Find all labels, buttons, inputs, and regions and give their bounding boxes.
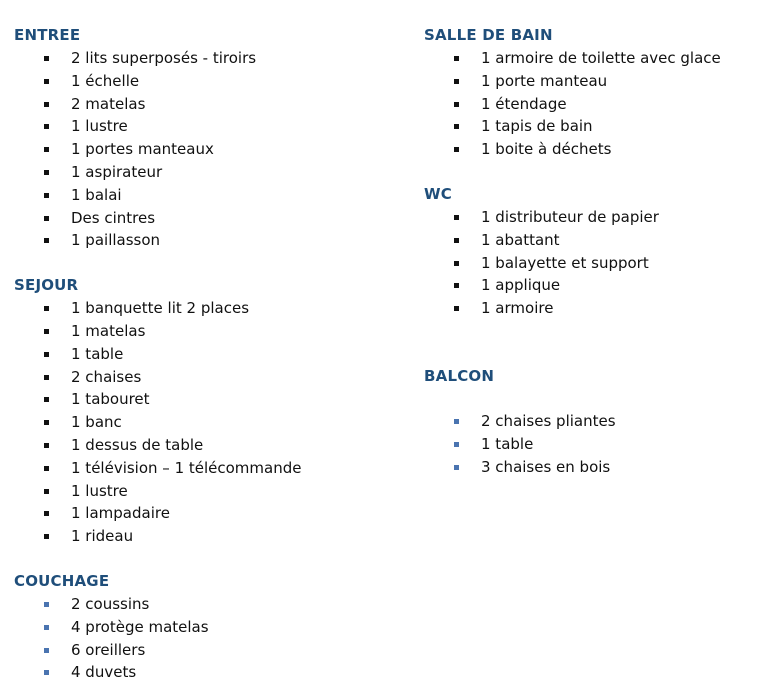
square-bullet-icon <box>44 443 49 448</box>
item-text: 2 matelas <box>71 94 146 113</box>
list-item <box>424 93 764 116</box>
item-text: 1 échelle <box>71 71 140 90</box>
item-text: 1 porte manteau <box>481 71 608 90</box>
list-item <box>424 410 764 433</box>
square-bullet-icon <box>454 419 459 424</box>
list-item <box>424 70 764 93</box>
item-text: 1 armoire <box>481 299 554 318</box>
list-couchage <box>14 593 394 684</box>
list-item <box>14 297 394 320</box>
list-item <box>14 366 394 389</box>
item-text: 1 table <box>481 434 534 453</box>
item-text: 1 distributeur de papier <box>481 207 659 226</box>
square-bullet-icon <box>44 56 49 61</box>
square-bullet-icon <box>44 306 49 311</box>
list-item <box>424 47 764 70</box>
square-bullet-icon <box>44 124 49 129</box>
spacer <box>424 388 764 410</box>
list-item <box>14 229 394 252</box>
list-item <box>424 456 764 479</box>
list-item <box>14 138 394 161</box>
item-text: 1 boite à déchets <box>481 140 612 159</box>
item-text: 1 étendage <box>481 94 567 113</box>
square-bullet-icon <box>454 124 459 129</box>
list-entree <box>14 47 394 252</box>
list-item <box>424 274 764 297</box>
spacer <box>14 548 394 570</box>
list-item <box>424 229 764 252</box>
section-wc <box>424 183 764 320</box>
square-bullet-icon <box>44 79 49 84</box>
square-bullet-icon <box>44 602 49 607</box>
item-text: 4 duvets <box>71 663 137 682</box>
item-text: 2 coussins <box>71 594 150 613</box>
section-entree <box>14 24 394 252</box>
item-text: 1 rideau <box>71 527 134 546</box>
square-bullet-icon <box>454 465 459 470</box>
section-heading-couchage: COUCHAGE <box>14 571 110 590</box>
square-bullet-icon <box>44 466 49 471</box>
list-balcon <box>424 410 764 478</box>
square-bullet-icon <box>44 397 49 402</box>
item-text: 1 paillasson <box>71 231 161 250</box>
item-text: 2 chaises pliantes <box>481 411 616 430</box>
list-item <box>14 639 394 662</box>
item-text: 1 balai <box>71 185 122 204</box>
list-item <box>424 297 764 320</box>
spacer <box>14 252 394 274</box>
square-bullet-icon <box>44 670 49 675</box>
item-text: 1 lustre <box>71 481 128 500</box>
square-bullet-icon <box>44 238 49 243</box>
list-item <box>14 593 394 616</box>
square-bullet-icon <box>454 442 459 447</box>
item-text: 6 oreillers <box>71 640 146 659</box>
list-item <box>424 433 764 456</box>
list-item <box>14 115 394 138</box>
square-bullet-icon <box>44 216 49 221</box>
list-item <box>14 47 394 70</box>
square-bullet-icon <box>454 79 459 84</box>
list-item <box>14 457 394 480</box>
list-item <box>14 320 394 343</box>
item-text: 1 tapis de bain <box>481 117 593 136</box>
item-text: 1 armoire de toilette avec glace <box>481 49 721 67</box>
list-item <box>424 252 764 275</box>
item-text: 4 protège matelas <box>71 617 209 636</box>
section-heading-entree: ENTREE <box>14 26 81 44</box>
list-item <box>14 343 394 366</box>
section-heading-wc: WC <box>424 184 452 203</box>
item-text: 1 télévision – 1 télécommande <box>71 458 302 477</box>
square-bullet-icon <box>454 261 459 266</box>
square-bullet-icon <box>454 238 459 243</box>
list-item <box>14 93 394 116</box>
square-bullet-icon <box>454 147 459 152</box>
list-item <box>14 616 394 639</box>
list-item <box>14 161 394 184</box>
item-text: 1 tabouret <box>71 390 150 409</box>
item-text: 1 applique <box>481 276 561 295</box>
list-item <box>14 388 394 411</box>
square-bullet-icon <box>44 511 49 516</box>
item-text: 1 portes manteaux <box>71 140 214 159</box>
item-text: 1 lampadaire <box>71 504 170 523</box>
square-bullet-icon <box>454 102 459 107</box>
section-salle-de-bain <box>424 24 764 161</box>
list-wc <box>424 206 764 320</box>
item-text: 1 lustre <box>71 117 128 136</box>
section-couchage <box>14 570 394 684</box>
list-item <box>14 411 394 434</box>
square-bullet-icon <box>44 329 49 334</box>
square-bullet-icon <box>454 283 459 288</box>
square-bullet-icon <box>44 534 49 539</box>
item-text: 2 lits superposés - tiroirs <box>71 49 257 67</box>
spacer <box>424 320 764 365</box>
item-text: 2 chaises <box>71 367 142 386</box>
item-text: Des cintres <box>71 208 156 227</box>
list-item <box>14 184 394 207</box>
list-item <box>14 525 394 548</box>
square-bullet-icon <box>44 170 49 175</box>
section-sejour <box>14 274 394 548</box>
list-item <box>14 502 394 525</box>
list-salle-de-bain <box>424 47 764 161</box>
square-bullet-icon <box>44 147 49 152</box>
square-bullet-icon <box>44 420 49 425</box>
square-bullet-icon <box>44 648 49 653</box>
square-bullet-icon <box>454 56 459 61</box>
list-item <box>424 206 764 229</box>
list-item <box>424 138 764 161</box>
section-heading-sejour: SEJOUR <box>14 276 79 295</box>
item-text: 1 table <box>71 344 124 363</box>
list-item <box>14 480 394 503</box>
right-column <box>424 24 764 478</box>
square-bullet-icon <box>44 102 49 107</box>
square-bullet-icon <box>44 489 49 494</box>
item-text: 1 abattant <box>481 230 560 249</box>
section-heading-salle-de-bain: SALLE DE BAIN <box>424 26 553 44</box>
list-item <box>14 70 394 93</box>
item-text: 3 chaises en bois <box>481 457 611 476</box>
list-item <box>14 661 394 684</box>
item-text: 1 banquette lit 2 places <box>71 299 250 318</box>
item-text: 1 dessus de table <box>71 435 204 454</box>
section-balcon <box>424 365 764 478</box>
left-column <box>14 24 394 684</box>
item-text: 1 banc <box>71 413 122 432</box>
square-bullet-icon <box>44 352 49 357</box>
section-heading-balcon: BALCON <box>424 366 495 385</box>
item-text: 1 aspirateur <box>71 162 163 181</box>
list-item <box>14 434 394 457</box>
spacer <box>424 161 764 183</box>
list-item <box>424 115 764 138</box>
list-item <box>14 207 394 230</box>
square-bullet-icon <box>44 375 49 380</box>
item-text: 1 balayette et support <box>481 253 649 272</box>
square-bullet-icon <box>454 306 459 311</box>
square-bullet-icon <box>454 215 459 220</box>
item-text: 1 matelas <box>71 321 146 340</box>
list-sejour <box>14 297 394 548</box>
square-bullet-icon <box>44 625 49 630</box>
square-bullet-icon <box>44 193 49 198</box>
